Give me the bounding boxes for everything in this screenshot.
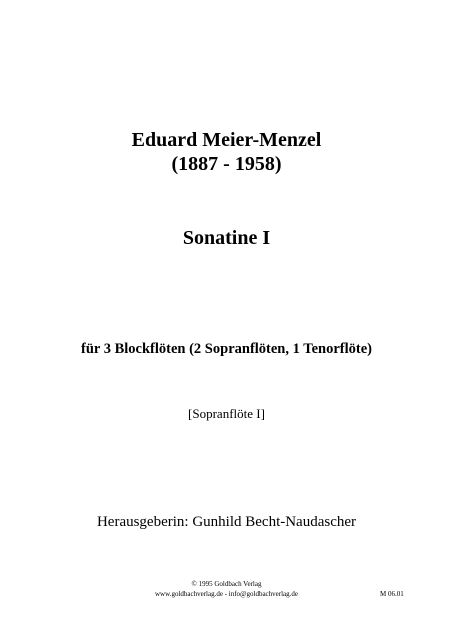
composer-dates: (1887 - 1958) bbox=[171, 153, 282, 175]
publisher-contact: www.goldbachverlag.de - info@goldbachverlag.de bbox=[154, 590, 299, 598]
instrumentation: für 3 Blockflöten (2 Sopranflöten, 1 Tenorflöte) bbox=[81, 341, 372, 357]
work-title: Sonatine I bbox=[182, 227, 271, 249]
editor-credit: Herausgeberin: Gunhild Becht-Naudascher bbox=[96, 514, 357, 530]
part-name: [Sopranflöte I] bbox=[188, 406, 265, 421]
composer-name: Eduard Meier-Menzel bbox=[131, 129, 322, 151]
catalog-number: M 06.01 bbox=[380, 590, 404, 598]
copyright-notice: © 1995 Goldbach Verlag bbox=[191, 580, 262, 588]
